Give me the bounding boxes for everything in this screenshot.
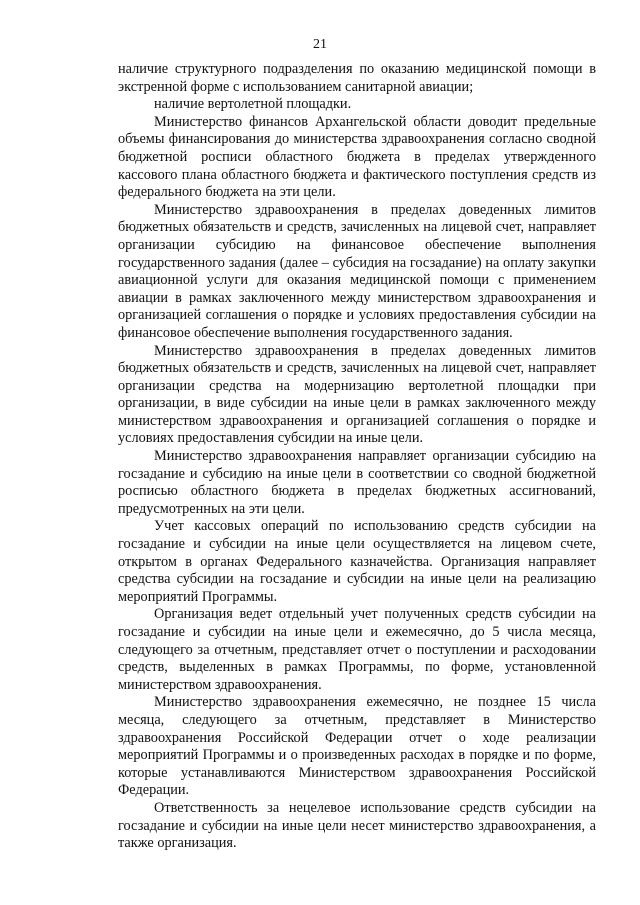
- paragraph-1: наличие структурного подразделения по оказанию медицинской помощи в экстренной форме с использованием санитарной авиации;: [118, 61, 596, 95]
- paragraph-3: Министерство финансов Архангельской области доводит предельные объемы финансирования до министерства здравоохранения согласно сводной бюджетной росписи областного бюджета в пределах утвержденного кассового плана областного бюджета и фактического поступления средств из федерального бюджета на эти цели.: [118, 113, 596, 201]
- paragraph-7: Учет кассовых операций по использованию средств субсидии на госзадание и субсидии на иные цели осуществляется на лицевом счете, открытом в органах Федерального казначейства. Организация направляет средства субсидии на госзадание и субсидии на иные цели на реализацию мероприятий Программы.: [118, 518, 596, 605]
- paragraph-4: Министерство здравоохранения в пределах доведенных лимитов бюджетных обязательств и средств, зачисленных на лицевой счет, направляет организации субсидию на финансовое обеспечение выполнения государственного задания (далее – субсидия на госзадание) на оплату закупки авиационной услуги для оказания медицинской помощи с применением авиации в рамках заключенного между министерством здравоохранения и организацией соглашения о порядке и условиях предоставления субсидии на финансовое обеспечение выполнения государственного задания.: [118, 201, 596, 341]
- body-text: [118, 61, 596, 853]
- paragraph-9: Министерство здравоохранения ежемесячно, не позднее 15 числа месяца, следующего за отчетным, представляет в Министерство здравоохранения Российской Федерации отчет о ходе реализации мероприятий Программы и о произведенных расходах в порядке и по форме, которые устанавливаются Министерством здравоохранения Российской Федерации.: [118, 694, 596, 799]
- paragraph-8: Организация ведет отдельный учет полученных средств субсидии на госзадание и субсидии на иные цели и ежемесячно, до 5 числа месяца, следующего за отчетным, представляет отчет о поступлении и расходовании средств, выделенных в рамках Программы, по форме, установленной министерством здравоохранения.: [118, 606, 596, 693]
- page-number: 21: [313, 37, 327, 52]
- paragraph-10: Ответственность за нецелевое использование средств субсидии на госзадание и субсидии на иные цели несет министерство здравоохранения, а также организация.: [118, 799, 596, 852]
- paragraph-5: Министерство здравоохранения в пределах доведенных лимитов бюджетных обязательств и средств, зачисленных на лицевой счет, направляет организации средства на модернизацию вертолетной площадки при организации, в виде субсидии на иные цели в рамках заключенного между министерством здравоохранения и организацией соглашения о порядке и условиях предоставления субсидии на иные цели.: [118, 342, 596, 447]
- paragraph-2: наличие вертолетной площадки.: [154, 96, 352, 113]
- paragraph-6: Министерство здравоохранения направляет организации субсидию на госзадание и субсидию на иные цели в соответствии со сводной бюджетной росписью областного бюджета в пределах бюджетных ассигнований, предусмотренных на эти цели.: [118, 448, 596, 517]
